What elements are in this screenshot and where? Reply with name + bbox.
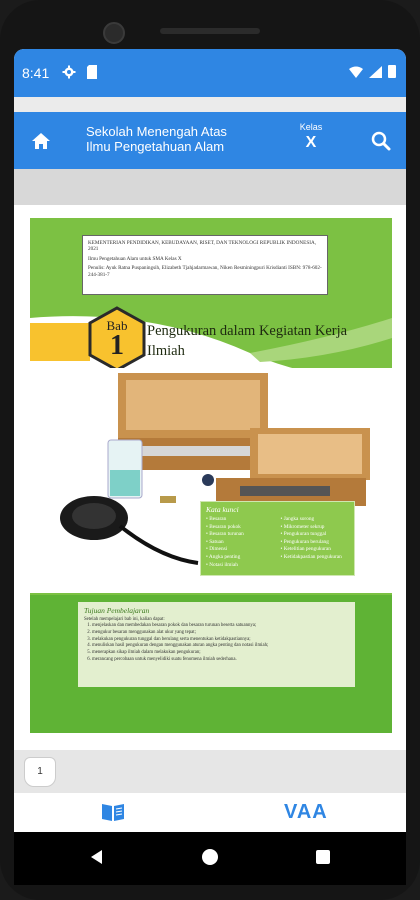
tujuan-item: 3. melakukan pengukuran tunggal dan berulang serta menentukan ketidakpastiannya; bbox=[92, 637, 349, 644]
tujuan-panel bbox=[30, 595, 392, 733]
tujuan-intro: Setelah mempelajari bab ini, kalian dapat: bbox=[84, 617, 165, 622]
home-circle-icon[interactable] bbox=[202, 849, 218, 865]
app-title bbox=[86, 124, 256, 154]
kata-kunci-item: • Ketidakpastian pengukuran bbox=[281, 554, 350, 562]
kata-kunci-item: • Mikrometer sekrup bbox=[281, 524, 350, 532]
system-navigation-bar bbox=[14, 832, 406, 885]
gear-icon bbox=[62, 65, 76, 79]
kelas-selector[interactable] bbox=[286, 122, 336, 152]
tujuan-list bbox=[84, 623, 349, 664]
copyright-line: KEMENTERIAN PENDIDIKAN, KEBUDAYAAN, RISET, DAN TEKNOLOGI REPUBLIK INDONESIA, 2021 bbox=[88, 240, 316, 253]
sd-card-icon bbox=[86, 65, 98, 79]
front-camera bbox=[103, 22, 125, 44]
kata-kunci-item: • Angka penting bbox=[206, 554, 275, 562]
kata-kunci-column bbox=[281, 516, 350, 569]
back-triangle-icon[interactable] bbox=[88, 848, 106, 866]
tujuan-item: 1. menjelaskan dan membedakan besaran pokok dan besaran turunan beserta satuannya; bbox=[92, 623, 349, 630]
tujuan-item: 2. mengukur besaran menggunakan alat ukur yang tepat; bbox=[92, 630, 349, 637]
kata-kunci-item: • Besaran pokok bbox=[206, 524, 275, 532]
status-left-icons bbox=[62, 65, 98, 79]
tujuan-item: 4. menuliskan hasil pengukuran dengan menggunakan aturan angka penting dan notasi ilmiah; bbox=[92, 643, 349, 650]
copyright-line: Ilmu Pengetahuan Alam untuk SMA Kelas X bbox=[88, 255, 182, 262]
recent-square-icon[interactable] bbox=[316, 850, 330, 864]
home-icon[interactable] bbox=[26, 126, 56, 156]
app-title-line1: Sekolah Menengah Atas bbox=[86, 124, 227, 139]
book-page-viewer[interactable] bbox=[14, 205, 406, 750]
kelas-label: Kelas bbox=[299, 122, 323, 132]
copyright-box bbox=[82, 235, 328, 295]
kata-kunci-item: • Pengukuran tunggal bbox=[281, 531, 350, 539]
chapter-title: Pengukuran dalam Kegiatan Kerja Ilmiah bbox=[147, 323, 348, 359]
screen bbox=[14, 49, 406, 885]
status-time: 8:41 bbox=[22, 65, 50, 81]
tujuan-title: Tujuan Pembelajaran bbox=[84, 606, 150, 615]
bottom-navigation bbox=[14, 793, 406, 832]
signal-icon bbox=[369, 66, 382, 78]
bab-strip bbox=[30, 323, 90, 361]
tujuan-item: 5. menerapkan sikap ilmiah dalam melakukan pengukuran; bbox=[92, 650, 349, 657]
search-icon[interactable] bbox=[366, 126, 396, 156]
kata-kunci-title: Kata kunci bbox=[206, 505, 239, 514]
app-title-line2: Ilmu Pengetahuan Alam bbox=[86, 139, 225, 154]
bab-label: Bab bbox=[106, 318, 128, 333]
kata-kunci-item: • Jangka sorong bbox=[281, 516, 350, 524]
page-number-tab[interactable]: 1 bbox=[24, 757, 56, 787]
kata-kunci-column bbox=[206, 516, 275, 569]
toolbar-spacer bbox=[14, 169, 406, 205]
kata-kunci-item: • Ketelitian pengukuran bbox=[281, 546, 350, 554]
vaa-button[interactable]: VAA bbox=[284, 801, 328, 823]
app-bar bbox=[14, 112, 406, 169]
kata-kunci-item: • Satuan bbox=[206, 539, 275, 547]
kata-kunci-item: • Besaran turunan bbox=[206, 531, 275, 539]
kata-kunci-item: • Besaran bbox=[206, 516, 275, 524]
page-indicator-bar bbox=[14, 750, 406, 793]
tujuan-pembelajaran-box bbox=[78, 602, 355, 687]
status-bar bbox=[14, 49, 406, 97]
kata-kunci-item: • Pengukuran berulang bbox=[281, 539, 350, 547]
kata-kunci-item: • Notasi ilmiah bbox=[206, 562, 275, 570]
copyright-line: Penulis: Ayuk Ratna Puspaningsih, Elizabeth Tjahjadarmawan, Niken Resminingpuri Krisdianti ISBN: 978-602-244-381-7 bbox=[88, 265, 322, 278]
wifi-icon bbox=[349, 66, 363, 78]
kelas-value: X bbox=[305, 134, 317, 151]
bab-number: 1 bbox=[110, 330, 124, 361]
earpiece-speaker bbox=[160, 28, 260, 34]
open-book-icon[interactable] bbox=[100, 800, 126, 824]
kata-kunci-box bbox=[200, 501, 355, 576]
kata-kunci-item: • Dimensi bbox=[206, 546, 275, 554]
tujuan-item: 6. merancang percobaan untuk menyelidiki suatu fenomena ilmiah sederhana. bbox=[92, 657, 349, 664]
status-right-icons bbox=[349, 65, 396, 78]
battery-icon bbox=[388, 65, 396, 78]
book-cover-page bbox=[30, 218, 392, 733]
